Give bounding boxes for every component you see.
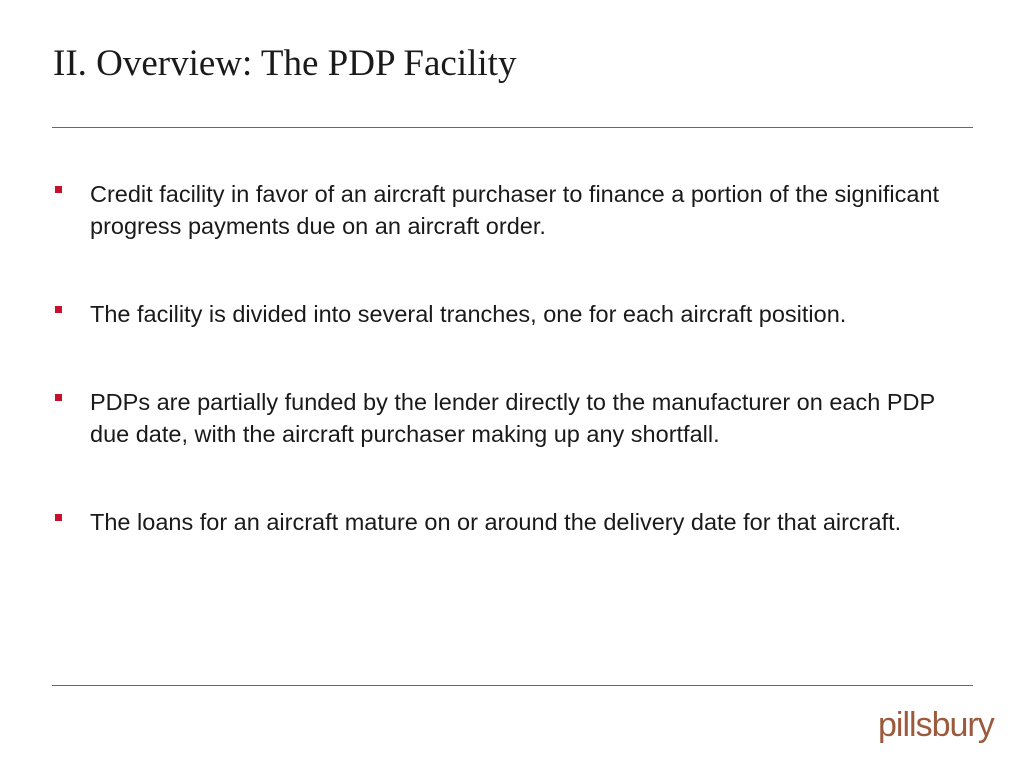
- top-divider: [52, 127, 973, 128]
- square-bullet-icon: [55, 186, 62, 193]
- bullet-text: PDPs are partially funded by the lender directly to the manufacturer on each PDP due date, with the aircraft purchaser making up any shortfall.: [90, 389, 935, 447]
- bullet-text: Credit facility in favor of an aircraft purchaser to finance a portion of the significant progress payments due on an aircraft order.: [90, 181, 940, 239]
- bottom-divider: [52, 685, 973, 686]
- square-bullet-icon: [55, 394, 62, 401]
- bullet-item: [53, 178, 978, 242]
- bullet-item: [53, 506, 978, 538]
- bullet-text: The loans for an aircraft mature on or around the delivery date for that aircraft.: [90, 509, 902, 535]
- slide-title: II. Overview: The PDP Facility: [53, 43, 517, 84]
- bullet-item: [53, 298, 978, 330]
- bullet-item: [53, 386, 978, 450]
- bullet-text: The facility is divided into several tranches, one for each aircraft position.: [90, 301, 847, 327]
- logo-wordmark: pillsbury: [878, 706, 994, 744]
- pillsbury-logo: [878, 700, 994, 756]
- bullet-list: [53, 178, 978, 538]
- square-bullet-icon: [55, 514, 62, 521]
- square-bullet-icon: [55, 306, 62, 313]
